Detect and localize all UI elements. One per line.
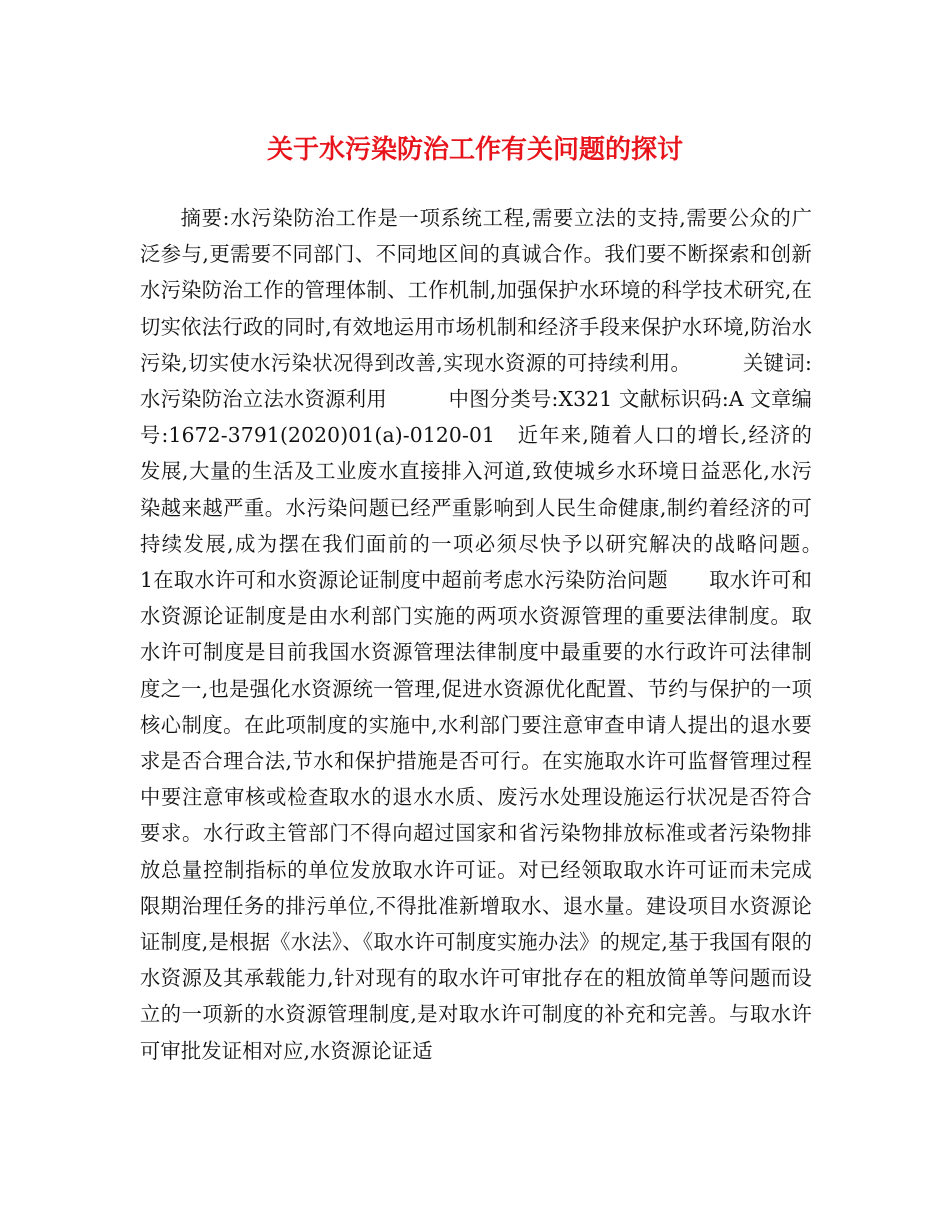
body-paragraph: 摘要:水污染防治工作是一项系统工程,需要立法的支持,需要公众的广泛参与,更需要不同部门、不同地区间的真诚合作。我们要不断探索和创新水污染防治工作的管理体制、工作机制,加强保护水环境的科学技术研究,在切实依法行政的同时,有效地运用市场机制和经济手段来保护水环境,防治水污染,切实使水污染状况得到改善,实现水资源的可持续利用。 关键词:水污染防治立法水资源利用 中图分类号:X321 文献标识码:A 文章编号:1672-3791(2020)01(a)-0120-01 近年来,随着人口的增长,经济的发展,大量的生活及工业废水直接排入河道,致使城乡水环境日益恶化,水污染越来越严重。水污染问题已经严重影响到人民生命健康,制约着经济的可持续发展,成为摆在我们面前的一项必须尽快予以研究解决的战略问题。 1在取水许可和水资源论证制度中超前考虑水污染防治问题 取水许可和水资源论证制度是由水利部门实施的两项水资源管理的重要法律制度。取水许可制度是目前我国水资源管理法律制度中最重要的水行政许可法律制度之一,也是强化水资源统一管理,促进水资源优化配置、节约与保护的一项核心制度。在此项制度的实施中,水利部门要注意审查申请人提出的退水要求是否合理合法,节水和保护措施是否可行。在实施取水许可监督管理过程中要注意审核或检查取水的退水水质、废污水处理设施运行状况是否符合要求。水行政主管部门不得向超过国家和省污染物排放标准或者污染物排放总量控制指标的单位发放取水许可证。对已经领取取水许可证而未完成限期治理任务的排污单位,不得批准新增取水、退水量。建设项目水资源论证制度,是根据《水法》、《取水许可制度实施办法》的规定,基于我国有限的水资源及其承载能力,针对现有的取水许可审批存在的粗放简单等问题而设立的一项新的水资源管理制度,是对取水许可制度的补充和完善。与取水许可审批发证相对应,水资源论证适 <box>140 206 894 1063</box>
document-title: 关于水污染防治工作有关问题的探讨 <box>266 135 683 165</box>
document-body <box>140 200 894 1069</box>
